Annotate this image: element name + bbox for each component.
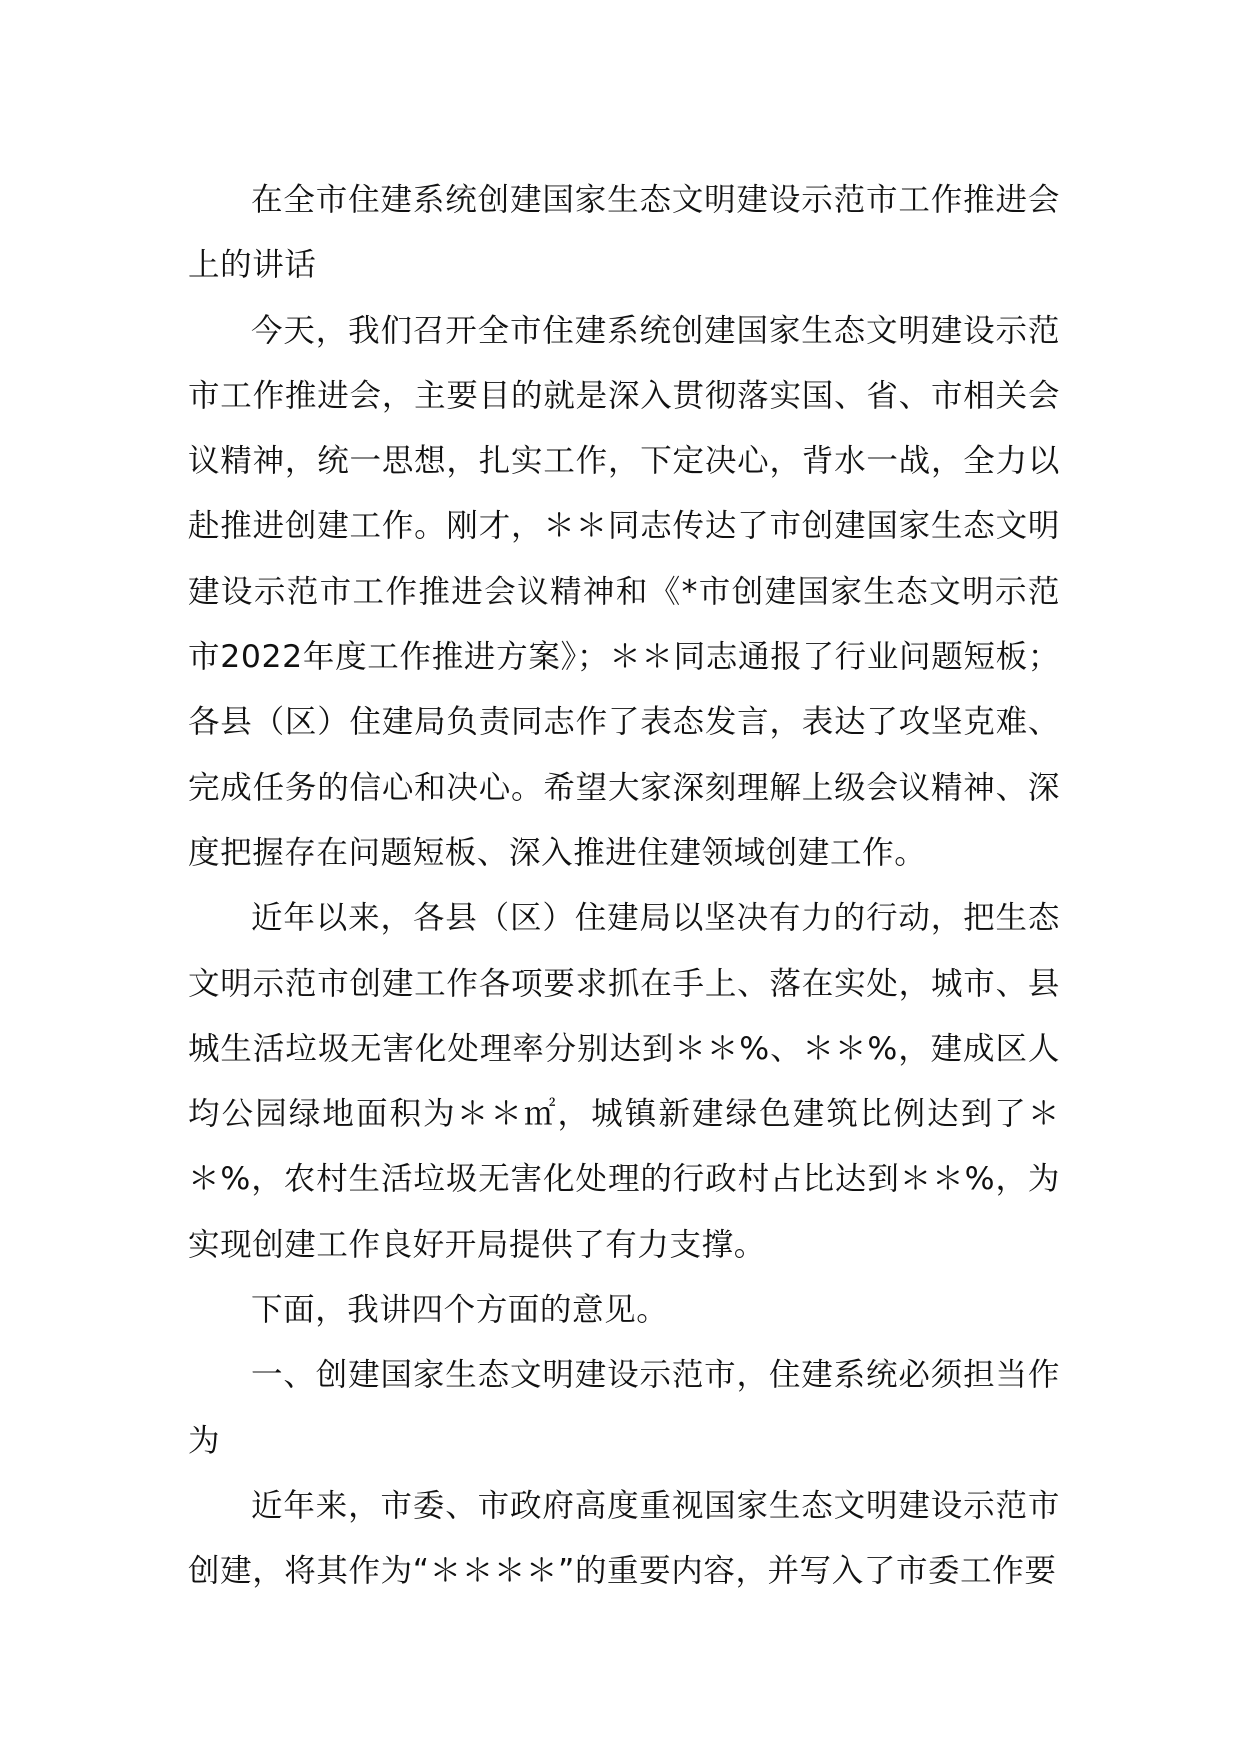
section-heading-1: 一、创建国家生态文明建设示范市，住建系统必须担当作为 <box>188 1357 1060 1459</box>
paragraph-opening: 今天，我们召开全市住建系统创建国家生态文明建设示范市工作推进会，主要目的就是深入贯彻落实国、省、市相关会议精神，统一思想，扎实工作，下定决心，背水一战，全力以赴推进创建工作。刚才，＊＊同志传达了市创建国家生态文明建设示范市工作推进会议精神和《*市创建国家生态文明示范市2022年度工作推进方案》；＊＊同志通报了行业问题短板；各县（区）住建局负责同志作了表态发言，表达了攻坚克难、完成任务的信心和决心。希望大家深刻理解上级会议精神、深度把握存在问题短板、深入推进住建领域创建工作。 <box>188 312 1060 871</box>
paragraph-outline: 下面，我讲四个方面的意见。 <box>251 1292 669 1329</box>
document-title: 在全市住建系统创建国家生态文明建设示范市工作推进会上的讲话 <box>188 182 1060 284</box>
paragraph-section-1: 近年来，市委、市政府高度重视国家生态文明建设示范市创建，将其作为“＊＊＊＊”的重要内容，并写入了市委工作要 <box>188 1487 1060 1590</box>
paragraph-achievements: 近年以来，各县（区）住建局以坚决有力的行动，把生态文明示范市创建工作各项要求抓在手上、落在实处，城市、县城生活垃圾无害化处理率分别达到＊＊%、＊＊%，建成区人均公园绿地面积为＊＊㎡，城镇新建绿色建筑比例达到了＊＊%，农村生活垃圾无害化处理的行政村占比达到＊＊%，为实现创建工作良好开局提供了有力支撑。 <box>188 900 1060 1263</box>
document-body <box>188 168 1060 1605</box>
